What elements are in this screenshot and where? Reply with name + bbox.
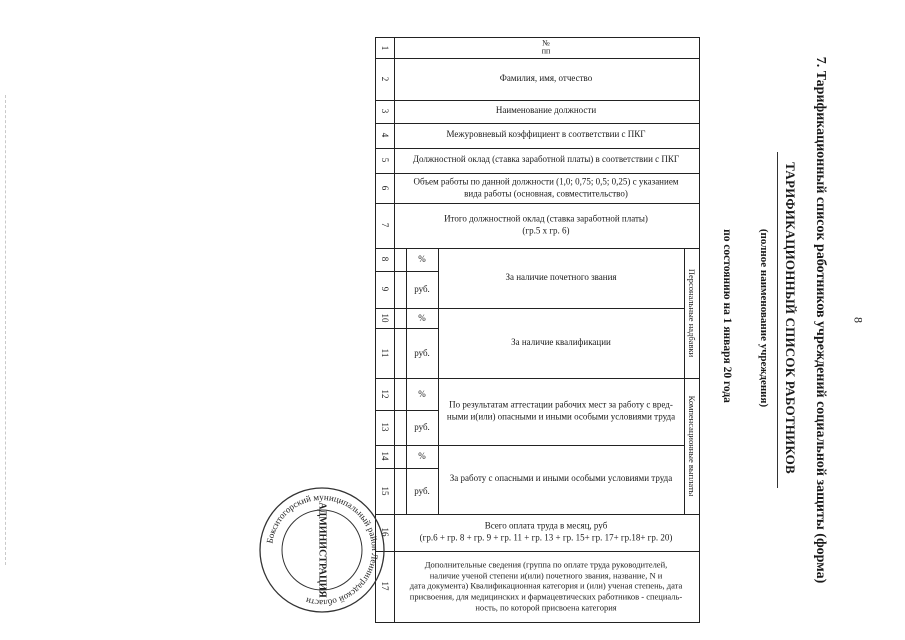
column-number: 6	[380, 185, 390, 191]
stamp-outer-text: Бокситогорский муниципальный район Ленинградской области	[264, 491, 381, 609]
column-number: 7	[380, 222, 390, 228]
column-number: 16	[380, 527, 390, 537]
list-title: ТАРИФИКАЦИОННЫЙ СПИСОК РАБОТНИКОВ	[783, 162, 798, 474]
row-separator	[376, 173, 699, 174]
as-of-date: по состоянию на 1 января 20 года	[721, 229, 733, 403]
row-separator	[376, 468, 438, 469]
group-compensation-payments: Компенсационные выплаты	[687, 395, 697, 497]
num-column-divider	[394, 38, 395, 622]
text-column-divider	[438, 248, 439, 514]
group-column-divider	[684, 248, 685, 514]
header-full-name: Фамилия, имя, отчество	[499, 73, 593, 84]
hazard-compensation: За работу с опасными и иными особыми условиями труда	[449, 473, 673, 484]
total-monthly-pay: Всего оплата труда в месяц, руб (гр.6 + гр. 8 + гр. 9 + гр. 11 + гр. 13 + гр. 15+ гр. 17+ гр.18+ гр. 20)	[419, 520, 673, 542]
page-number: 8	[851, 317, 866, 323]
header-coefficient: Межуровневый коэффициент в соответствии с ПКГ	[446, 129, 646, 140]
column-number: 2	[380, 76, 390, 82]
column-number: 3	[380, 108, 390, 114]
row-separator	[376, 123, 699, 124]
binding-margin-line	[5, 95, 6, 565]
header-work-volume: Объем работы по данной должности (1,0; 0,75; 0,5; 0,25) с указанием вида работы (основная, совместительство)	[413, 176, 679, 198]
tariff-table	[375, 37, 700, 623]
unit-rub: руб.	[414, 486, 430, 496]
unit-percent: %	[418, 254, 426, 264]
row-separator	[376, 248, 699, 249]
form-heading: 7. Тарификационный список работников учреждений социальной защиты (форма)	[813, 56, 828, 584]
row-separator	[376, 148, 699, 149]
row-separator	[376, 100, 699, 101]
row-separator	[376, 551, 699, 552]
column-number: 14	[380, 451, 390, 461]
row-separator	[376, 58, 699, 59]
column-number: 17	[380, 581, 390, 591]
header-base-salary: Должностной оклад (ставка заработной платы) в соответствии с ПКГ	[412, 154, 680, 165]
header-position: Наименование должности	[495, 105, 597, 116]
header-row-number: № пп	[541, 38, 551, 56]
row-separator	[376, 328, 438, 329]
column-number: 5	[380, 157, 390, 163]
column-number: 9	[380, 286, 390, 292]
column-number: 11	[380, 348, 390, 358]
unit-percent: %	[418, 313, 426, 323]
row-separator	[376, 514, 699, 515]
header-total-salary: Итого должностной оклад (ставка заработной платы) (гр.5 х гр. 6)	[444, 213, 648, 235]
official-stamp	[257, 485, 387, 615]
column-number: 15	[380, 486, 390, 496]
unit-rub: руб.	[414, 422, 430, 432]
stamp-center-text: АДМИНИСТРАЦИЯ	[316, 502, 328, 598]
column-number: 1	[380, 45, 390, 51]
unit-rub: руб.	[414, 348, 430, 358]
row-separator	[376, 203, 699, 204]
column-number: 13	[380, 422, 390, 432]
institution-name-line	[777, 152, 778, 488]
unit-rub: руб.	[414, 284, 430, 294]
row-separator	[376, 378, 699, 379]
row-separator	[376, 445, 684, 446]
qualification-allowance: За наличие квалификации	[511, 337, 611, 348]
honorary-title-allowance: За наличие почетного звания	[505, 272, 617, 283]
row-separator	[376, 410, 438, 411]
unit-percent: %	[418, 451, 426, 461]
row-separator	[376, 308, 684, 309]
group-personal-allowances: Персональные надбавки	[687, 268, 697, 358]
institution-label: (полное наименование учреждения)	[758, 228, 770, 408]
row-separator	[376, 271, 438, 272]
column-number: 4	[380, 132, 390, 138]
column-number: 10	[380, 313, 390, 323]
attestation-compensation: По результатам аттестации рабочих мест за работу с вред- ными и(или) опасными и иными особыми условиями труда	[446, 399, 676, 421]
column-number: 12	[380, 389, 390, 399]
unit-percent: %	[418, 389, 426, 399]
additional-info: Дополнительные сведения (группа по оплате труда руководителей, наличие ученой степени и(или) почетного звания, название, N и дата документа) Квалификационная категория и (или) ученая степень, дата присвоения, для медицинских и фармацевтических работников - специаль- ность, по которой присвоена категория	[409, 559, 683, 612]
column-number: 8	[380, 256, 390, 262]
unit-column-divider	[406, 248, 407, 514]
